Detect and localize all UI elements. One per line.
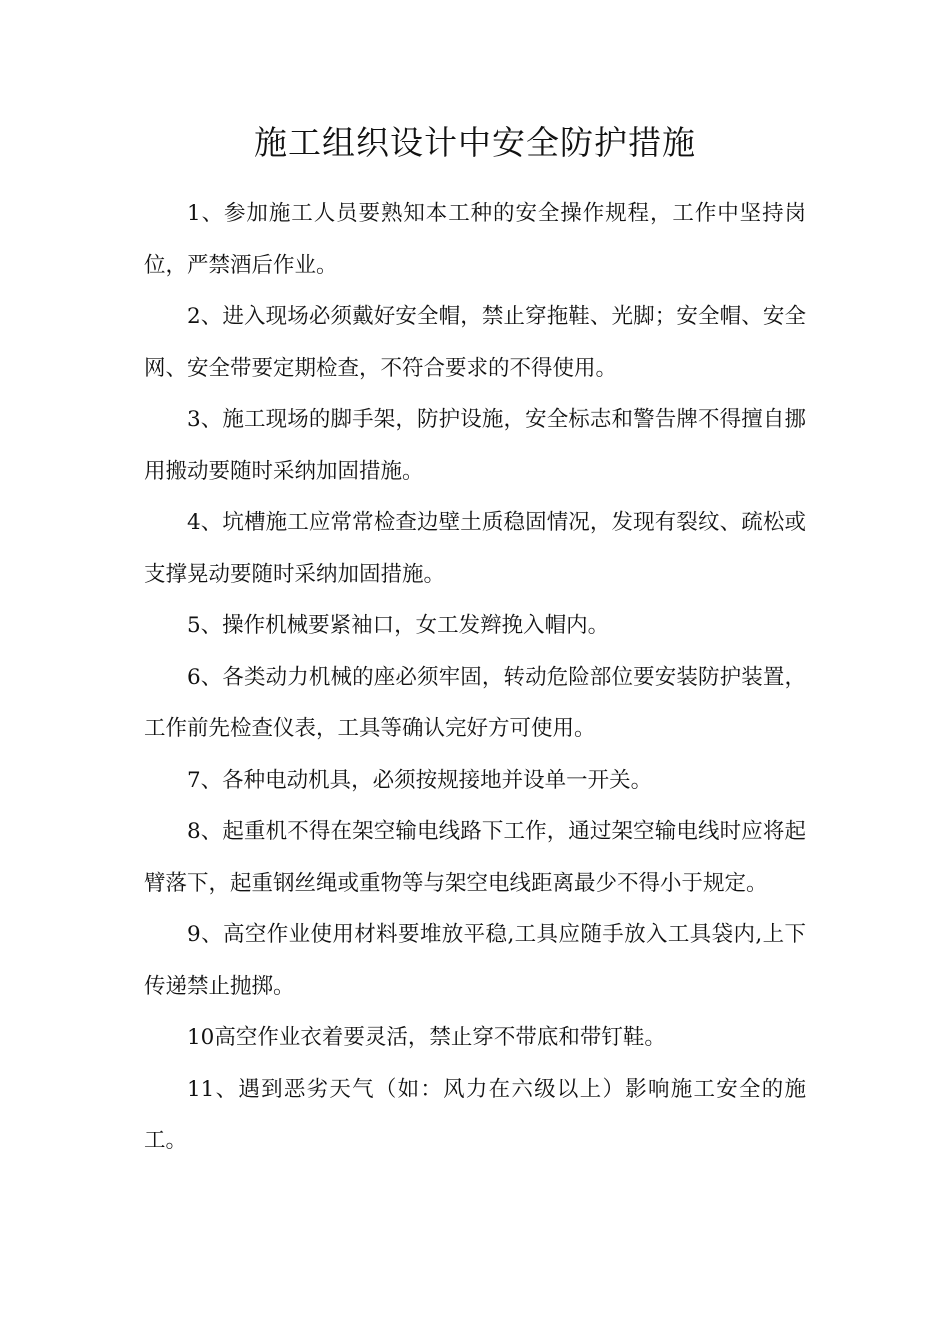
paragraph-4: 4、坑槽施工应常常检查边壁土质稳固情况，发现有裂纹、疏松或支撑晃动要随时采纳加固措施。	[144, 510, 806, 587]
paragraph-1: 1、参加施工人员要熟知本工种的安全操作规程，工作中坚持岗位，严禁酒后作业。	[144, 201, 806, 278]
paragraph-8: 8、起重机不得在架空输电线路下工作，通过架空输电线时应将起臂落下，起重钢丝绳或重物等与架空电线距离最少不得小于规定。	[144, 819, 806, 896]
paragraph-7: 7、各种电动机具，必须按规接地并设单一开关。	[187, 767, 653, 793]
paragraph-5: 5、操作机械要紧袖口，女工发辫挽入帽内。	[187, 613, 610, 638]
paragraph-6: 6、各类动力机械的座必须牢固，转动危险部位要安装防护装置，工作前先检查仪表，工具等确认完好方可使用。	[144, 664, 806, 741]
paragraph-9: 9、高空作业使用材料要堆放平稳,工具应随手放入工具袋内,上下传递禁止抛掷。	[144, 922, 806, 999]
paragraph-11: 11、遇到恶劣天气（如：风力在六级以上）影响施工安全的施工。	[144, 1076, 806, 1153]
paragraph-10: 10高空作业衣着要灵活，禁止穿不带底和带钉鞋。	[187, 1025, 666, 1050]
paragraph-3: 3、施工现场的脚手架，防护设施，安全标志和警告牌不得擅自挪用搬动要随时采纳加固措施。	[144, 407, 806, 484]
document-title: 施工组织设计中安全防护措施	[254, 123, 696, 162]
paragraph-2: 2、进入现场必须戴好安全帽，禁止穿拖鞋、光脚；安全帽、安全网、安全带要定期检查，不符合要求的不得使用。	[144, 304, 806, 381]
document-body	[144, 188, 806, 1167]
